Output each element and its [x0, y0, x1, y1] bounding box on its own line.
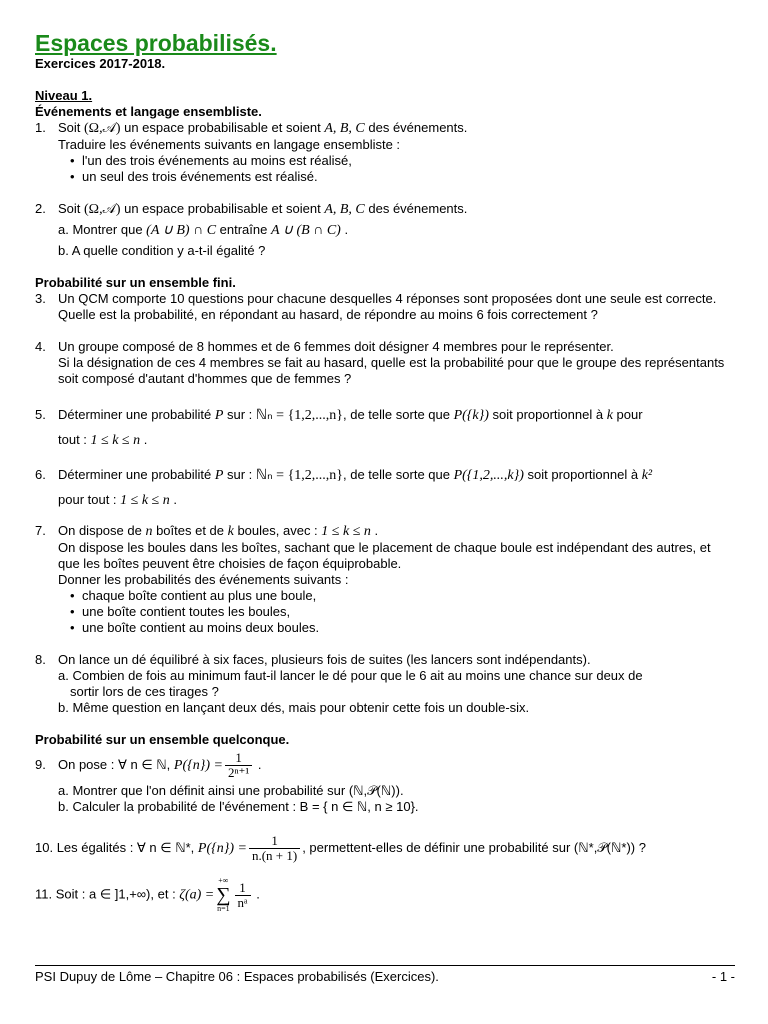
list-item: • une boîte contient toutes les boules,: [70, 604, 735, 620]
text: Déterminer une probabilité: [58, 467, 215, 482]
exercise-11: [35, 876, 735, 914]
exercise-1: [35, 120, 735, 185]
text: pour: [612, 407, 643, 422]
text: sur :: [223, 467, 256, 482]
text: entraîne: [216, 222, 271, 237]
math-events: A, B, C: [324, 121, 365, 136]
fraction-denominator: nᵃ: [237, 894, 248, 910]
exercise-7: [35, 523, 735, 636]
text: sur :: [223, 407, 256, 422]
math-expr: 1 ≤ k ≤ n: [120, 493, 170, 508]
text: , permettent-elles de définir une probabilité sur (ℕ*,𝒫(ℕ*)) ?: [302, 840, 646, 855]
text: .: [370, 523, 379, 538]
text: sortir lors de ces tirages ?: [70, 684, 219, 699]
fraction: [235, 881, 251, 910]
list-item: • l'un des trois événements au moins est réalisé,: [70, 153, 735, 169]
exercise-number: 8.: [35, 652, 46, 667]
math-var: k: [606, 408, 613, 423]
fraction-numerator: 1: [235, 881, 251, 896]
text: Un QCM comporte 10 questions pour chacune desquelles 4 réponses sont proposées dont une seule est correcte.: [58, 291, 717, 306]
math-var: k: [227, 524, 234, 539]
section-heading-general: Probabilité sur un ensemble quelconque.: [35, 732, 290, 747]
document-page: [35, 30, 735, 914]
text: Soit: [58, 120, 85, 135]
text: Déterminer une probabilité: [58, 407, 215, 422]
text: Les égalités : ∀ n ∈ ℕ*,: [56, 840, 198, 855]
text: b. A quelle condition y a-t-il égalité ?: [58, 243, 266, 258]
text: boîtes et de: [152, 523, 228, 538]
text: Si la désignation de ces 4 membres se fait au hasard, quelle est la probabilité pour que le groupe des représentants soit composé d'autant d'hommes que de femmes ?: [58, 355, 725, 386]
math-set: ℕₙ = {1,2,...,n}: [255, 468, 344, 483]
exercise-5: [35, 403, 735, 453]
list-item: • un seul des trois événements est réalisé.: [70, 169, 735, 185]
exercise-number: 4.: [35, 339, 46, 354]
math-expr: A ∪ (B ∩ C): [270, 223, 341, 238]
fraction-denominator: 2ⁿ⁺¹: [227, 765, 250, 781]
math-expr: P({k}): [453, 408, 489, 423]
text: b. Calculer la probabilité de l'événement : B = { n ∈ ℕ, n ≥ 10}.: [58, 799, 419, 814]
exercise-number: 11.: [35, 886, 53, 902]
fraction-numerator: 1: [225, 751, 252, 766]
sum-lower-bound: n=1: [217, 904, 230, 913]
level-heading: Niveau 1.: [35, 88, 93, 103]
math-expr: (A ∪ B) ∩ C: [146, 223, 217, 238]
math-space: (Ω,𝒜): [84, 121, 121, 136]
math-expr: 1 ≤ k ≤ n: [90, 433, 141, 448]
exercise-10: [35, 831, 735, 866]
exercise-number: 7.: [35, 523, 46, 538]
exercise-4: [35, 339, 735, 387]
exercise-3: [35, 291, 735, 323]
text: On lance un dé équilibré à six faces, plusieurs fois de suites (les lancers sont indépendants).: [58, 652, 591, 667]
text: .: [252, 886, 260, 902]
text: des événements.: [364, 120, 468, 135]
math-expr: P({n}) =: [173, 758, 223, 773]
exercise-9: [35, 748, 735, 815]
exercise-number: 3.: [35, 291, 46, 306]
sigma-symbol: ∑: [216, 884, 231, 906]
text: On pose : ∀ n ∈ ℕ,: [58, 757, 174, 772]
text: b. Même question en lançant deux dés, mais pour obtenir cette fois un double-six.: [58, 700, 530, 715]
text: .: [169, 492, 177, 507]
summation: [216, 876, 230, 914]
exercise-number: 1.: [35, 120, 46, 135]
text: .: [254, 757, 262, 772]
math-expr: 1 ≤ k ≤ n: [321, 524, 371, 539]
text: .: [340, 222, 349, 237]
text: des événements.: [364, 201, 468, 216]
math-var: n: [145, 524, 153, 539]
text: soit proportionnel à: [523, 467, 642, 482]
page-footer: [35, 965, 735, 984]
fraction: [225, 751, 252, 780]
text: Quelle est la probabilité, en répondant au hasard, de répondre au moins 6 fois correctement ?: [58, 307, 598, 322]
text: a. Montrer que l'on définit ainsi une probabilité sur (ℕ,𝒫(ℕ)).: [58, 783, 404, 798]
text: soit proportionnel à: [488, 407, 607, 422]
text: .: [140, 432, 148, 447]
math-expr: P({1,2,...,k}): [453, 468, 524, 483]
text: Traduire les événements suivants en langage ensembliste :: [58, 137, 401, 152]
exercise-number: 2.: [35, 201, 46, 216]
text: a. Combien de fois au minimum faut-il lancer le dé pour que le 6 ait au moins une chance sur deux de: [58, 668, 643, 683]
text: On dispose de: [58, 523, 146, 538]
text: tout :: [58, 432, 91, 447]
math-var: P: [214, 468, 224, 483]
list-item: • une boîte contient au moins deux boules.: [70, 620, 735, 636]
text: pour tout :: [58, 492, 121, 507]
text: boules, avec :: [233, 523, 322, 538]
math-var: k²: [641, 468, 653, 483]
math-set: ℕₙ = {1,2,...,n}: [255, 408, 344, 423]
exercise-8: [35, 652, 735, 716]
page-title: Espaces probabilisés.: [35, 30, 277, 56]
sum-upper-bound: +∞: [218, 876, 229, 885]
exercise-number: 9.: [35, 757, 46, 772]
text: Donner les probabilités des événements suivants :: [58, 572, 349, 587]
text: un espace probabilisable et soient: [120, 120, 325, 135]
footer-text: PSI Dupuy de Lôme – Chapitre 06 : Espaces probabilisés (Exercices).: [35, 969, 439, 984]
text: un espace probabilisable et soient: [120, 201, 325, 216]
text: Un groupe composé de 8 hommes et de 6 femmes doit désigner 4 membres pour le représenter.: [58, 339, 614, 354]
fraction-denominator: n.(n + 1): [251, 848, 298, 864]
exercise-number: 6.: [35, 467, 46, 482]
text: , de telle sorte que: [343, 407, 454, 422]
text: On dispose les boules dans les boîtes, sachant que le placement de chaque boule est indépendant des autres, et que les boîtes peuvent être choisies de façon équiprobable.: [58, 540, 711, 571]
page-subtitle: Exercices 2017-2018.: [35, 56, 166, 71]
math-expr: ζ(a) =: [179, 887, 215, 903]
text: a. Montrer que: [58, 222, 147, 237]
exercise-number: 5.: [35, 407, 46, 422]
fraction: [249, 834, 300, 863]
exercise-6: [35, 463, 735, 513]
section-heading-events: Événements et langage ensembliste.: [35, 104, 262, 119]
math-var: P: [214, 408, 224, 423]
page-number: - 1 -: [711, 969, 735, 984]
text: Soit: [58, 201, 85, 216]
text: Soit : a ∈ ]1,+∞), et :: [55, 886, 180, 902]
math-space: (Ω,𝒜): [84, 202, 121, 217]
math-events: A, B, C: [324, 202, 365, 217]
exercise-number: 10.: [35, 840, 54, 855]
section-heading-finite: Probabilité sur un ensemble fini.: [35, 275, 236, 290]
exercise-2: [35, 201, 735, 259]
text: , de telle sorte que: [343, 467, 454, 482]
math-expr: P({n}) =: [197, 841, 247, 856]
fraction-numerator: 1: [249, 834, 300, 849]
list-item: • chaque boîte contient au plus une boule,: [70, 588, 735, 604]
